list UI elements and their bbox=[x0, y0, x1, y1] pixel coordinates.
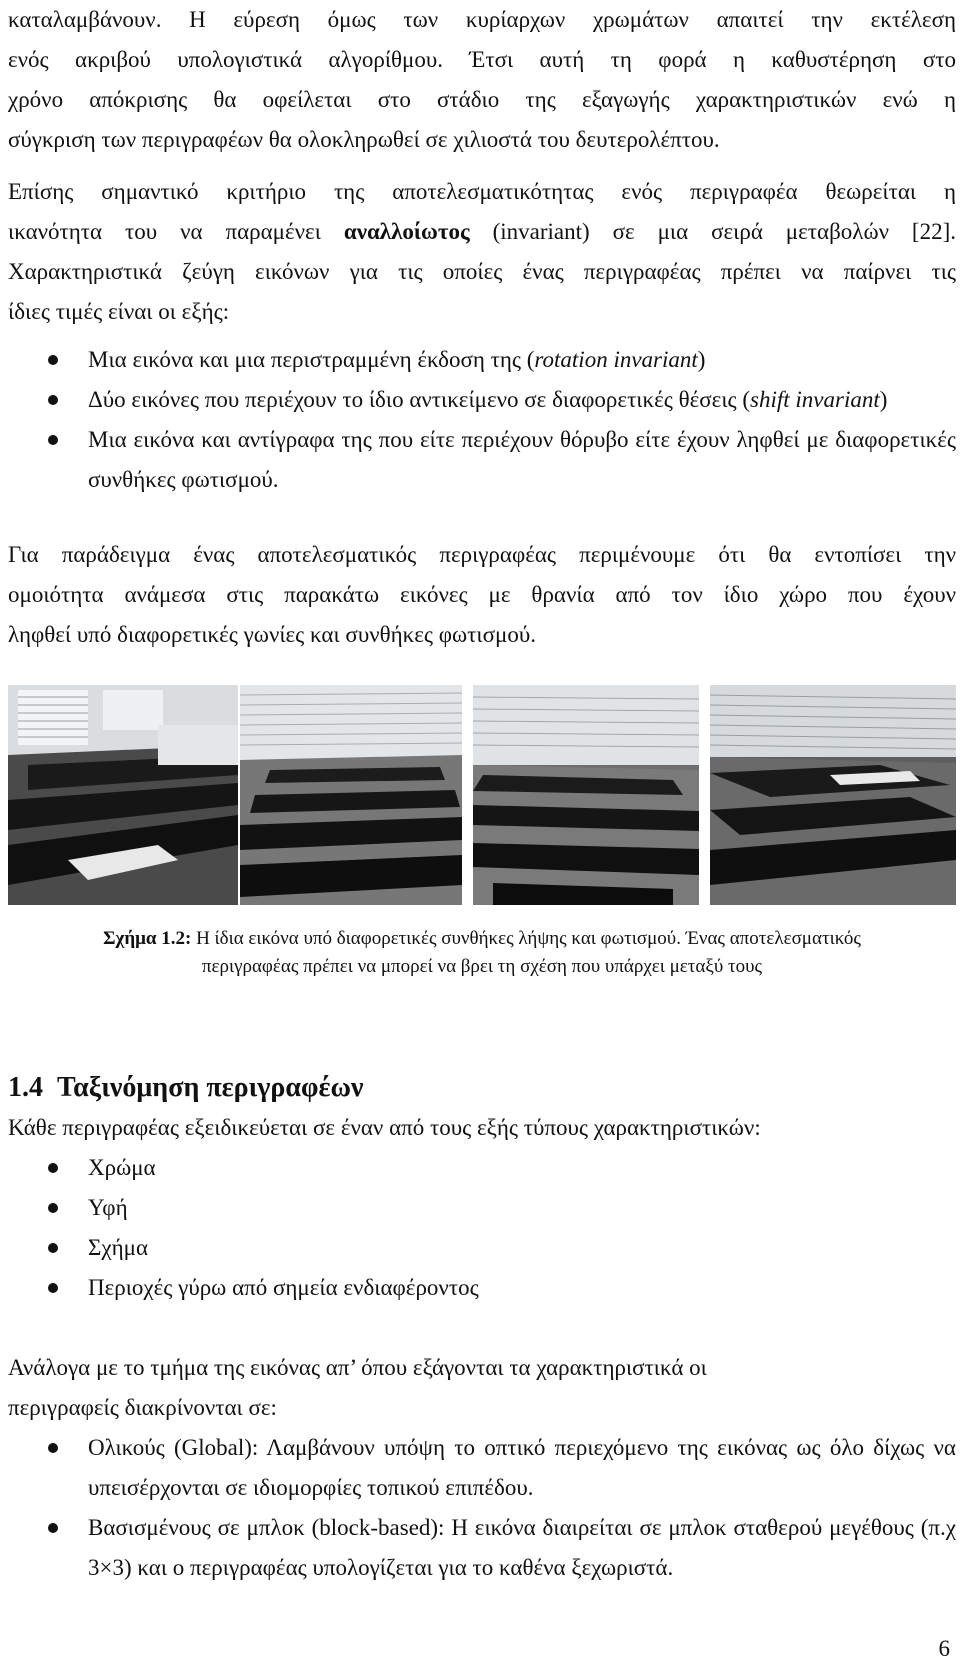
invariance-bullet-list bbox=[8, 340, 956, 500]
bullet-text: Δύο εικόνες που περιέχουν το ίδιο αντικείμενο σε διαφορετικές θέσεις ( bbox=[88, 387, 751, 412]
descriptor-classes-list bbox=[8, 1428, 956, 1588]
section-number: 1.4 bbox=[8, 1072, 43, 1103]
bullet-text: Ολικούς (Global): Λαμβάνουν υπόψη το οπτικό περιεχόμενο της εικόνας ως όλο δίχως να υπεισέρχονται σε ιδιομορφίες τοπικού επιπέδου. bbox=[88, 1435, 956, 1500]
classroom-photo-3 bbox=[473, 685, 699, 905]
classroom-photo-4 bbox=[710, 685, 956, 905]
caption-text: Η ίδια εικόνα υπό διαφορετικές συνθήκες λήψης και φωτισμού. Ένας αποτελεσματικός bbox=[191, 928, 861, 949]
desks-image bbox=[710, 685, 956, 905]
paragraph-example bbox=[8, 535, 956, 655]
bullet-icon bbox=[48, 1443, 58, 1453]
paragraph-descriptor-classes bbox=[8, 1348, 956, 1428]
list-item bbox=[8, 340, 956, 380]
text-line bbox=[8, 212, 956, 252]
bullet-italic-term: rotation invariant bbox=[534, 347, 698, 372]
figure-caption bbox=[8, 925, 956, 981]
bullet-text: Μια εικόνα και αντίγραφα της που είτε περιέχουν θόρυβο είτε έχουν ληφθεί με διαφορετικές συνθήκες φωτισμού. bbox=[88, 427, 956, 492]
text-line: Για παράδειγμα ένας αποτελεσματικός περιγραφέας περιμένουμε ότι θα εντοπίσει την bbox=[8, 542, 956, 567]
list-item bbox=[8, 1428, 956, 1508]
text-line: Χαρακτηριστικά ζεύγη εικόνων για τις οποίες ένας περιγραφέας πρέπει να παίρνει τις bbox=[8, 259, 956, 284]
text-line: Ανάλογα με το τμήμα της εικόνας απ’ όπου εξάγονται τα χαρακτηριστικά οι bbox=[8, 1355, 707, 1380]
desks-image bbox=[8, 685, 238, 905]
bullet-text: Μια εικόνα και μια περιστραμμένη έκδοση της ( bbox=[88, 347, 535, 372]
text-line: περιγραφείς διακρίνονται σε: bbox=[8, 1395, 277, 1420]
desks-image bbox=[473, 685, 699, 905]
feature-types-list bbox=[8, 1148, 956, 1308]
bullet-text: Υφή bbox=[88, 1195, 128, 1220]
bullet-icon bbox=[48, 435, 58, 445]
text-line: Επίσης σημαντικό κριτήριο της αποτελεσματικότητας ενός περιγραφέα θεωρείται η bbox=[8, 179, 956, 204]
paragraph-invariance bbox=[8, 172, 956, 332]
text-line: Κάθε περιγραφέας εξειδικεύεται σε έναν από τους εξής τύπους χαρακτηριστικών: bbox=[8, 1115, 761, 1140]
text-line: χρόνο απόκρισης θα οφείλεται στο στάδιο της εξαγωγής χαρακτηριστικών ενώ η bbox=[8, 87, 956, 112]
list-item bbox=[8, 1228, 956, 1268]
bullet-icon bbox=[48, 1163, 58, 1173]
text-fragment: ικανότητα του να παραμένει bbox=[8, 219, 344, 244]
bullet-icon bbox=[48, 1523, 58, 1533]
section-intro bbox=[8, 1108, 956, 1148]
text-fragment: (invariant) σε μια σειρά μεταβολών [22]. bbox=[469, 219, 956, 244]
page-number: 6 bbox=[938, 1636, 950, 1661]
text-line: ενός ακριβού υπολογιστικά αλγορίθμου. Έτσι αυτή τη φορά η καθυστέρηση στο bbox=[8, 47, 956, 72]
bullet-icon bbox=[48, 1283, 58, 1293]
section-title: Ταξινόμηση περιγραφέων bbox=[57, 1072, 364, 1103]
caption-line: περιγραφέας πρέπει να μπορεί να βρει τη σχέση που υπάρχει μεταξύ τους bbox=[201, 956, 763, 977]
section-heading bbox=[8, 1068, 363, 1108]
classroom-photo-2 bbox=[240, 685, 462, 905]
list-item bbox=[8, 1188, 956, 1228]
bold-term-invariant: αναλλοίωτος bbox=[343, 219, 470, 244]
bullet-text: Περιοχές γύρω από σημεία ενδιαφέροντος bbox=[88, 1275, 479, 1300]
list-item bbox=[8, 380, 956, 420]
text-line: ίδιες τιμές είναι οι εξής: bbox=[8, 299, 230, 324]
text-line: καταλαμβάνουν. Η εύρεση όμως των κυρίαρχων χρωμάτων απαιτεί την εκτέλεση bbox=[8, 7, 956, 32]
list-item bbox=[8, 1508, 956, 1588]
bullet-icon bbox=[48, 1243, 58, 1253]
figure-classroom-photos bbox=[8, 685, 956, 905]
bullet-icon bbox=[48, 355, 58, 365]
desks-image bbox=[240, 685, 462, 905]
list-item bbox=[8, 1148, 956, 1188]
bullet-icon bbox=[48, 395, 58, 405]
paragraph-dominant-colors bbox=[8, 0, 956, 160]
caption-line bbox=[8, 925, 956, 953]
list-item bbox=[8, 1268, 956, 1308]
bullet-text: Σχήμα bbox=[88, 1235, 149, 1260]
text-line: ληφθεί υπό διαφορετικές γωνίες και συνθήκες φωτισμού. bbox=[8, 622, 536, 647]
bullet-text: Βασισμένους σε μπλοκ (block-based): Η εικόνα διαιρείται σε μπλοκ σταθερού μεγέθους (π.χ 3×3) και ο περιγραφέας υπολογίζεται για το καθένα ξεχωριστά. bbox=[88, 1515, 956, 1580]
text-line: σύγκριση των περιγραφέων θα ολοκληρωθεί σε χιλιοστά του δευτερολέπτου. bbox=[8, 127, 720, 152]
bullet-text-after: ) bbox=[879, 387, 888, 412]
bullet-italic-term: shift invariant bbox=[750, 387, 880, 412]
list-item bbox=[8, 420, 956, 500]
caption-label: Σχήμα 1.2: bbox=[103, 928, 192, 949]
bullet-text: Χρώμα bbox=[88, 1155, 156, 1180]
bullet-icon bbox=[48, 1203, 58, 1213]
bullet-text-after: ) bbox=[697, 347, 706, 372]
text-line: ομοιότητα ανάμεσα στις παρακάτω εικόνες με θρανία από τον ίδιο χώρο που έχουν bbox=[8, 582, 956, 607]
classroom-photo-1 bbox=[8, 685, 238, 905]
